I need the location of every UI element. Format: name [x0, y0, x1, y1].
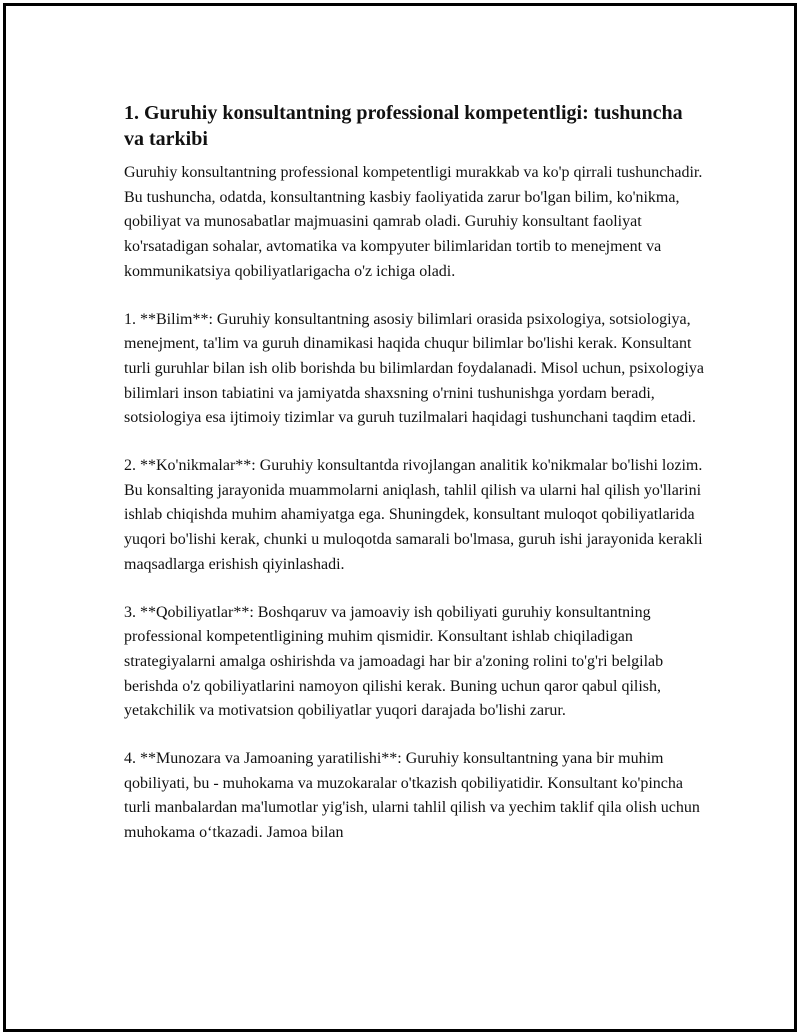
paragraph-bilim: 1. **Bilim**: Guruhiy konsultantning asosiy bilimlari orasida psixologiya, sotsiologiya, menejment, ta'lim va guruh dinamikasi haqida chuqur bilimlar bo'lishi kerak. Konsultant turli guruhlar bilan ish olib borishda bu bilimlardan foydalanadi. Misol uchun, psixologiya bilimlari inson tabiatini va jamiyatda shaxsning o'rnini tushunishga yordam beradi, sotsiologiya esa ijtimoiy tizimlar va guruh tuzilmalari haqidagi tushunchani taqdim etadi.: [124, 310, 704, 427]
paragraph-konikmalar: 2. **Ko'nikmalar**: Guruhiy konsultantda rivojlangan analitik ko'nikmalar bo'lishi lozim. Bu konsalting jarayonida muammolarni aniqlash, tahlil qilish va ularni hal qilish yo'llarini ishlab chiqishda muhim ahamiyatga ega. Shuningdek, konsultant muloqot qobiliyatlarida yuqori bo'lishi kerak, chunki u muloqotda samarali bo'lmasa, guruh ishi jarayonida kerakli maqsadlarga erishish qiyinlashadi.: [124, 457, 703, 573]
paragraph-qobiliyatlar: 3. **Qobiliyatlar**: Boshqaruv va jamoaviy ish qobiliyati guruhiy konsultantning professional kompetentligining muhim qismidir. Konsultant ishlab chiqiladigan strategiyalarni amalga oshirishda va jamoadagi har bir a'zoning rolini to'g'ri belgilab berishda o'z qobiliyatlarini namoyon qilishi kerak. Buning uchun qaror qabul qilish, yetakchilik va motivatsion qobiliyatlar yuqori darajada bo'lishi zarur.: [124, 603, 664, 720]
document-body: [124, 100, 704, 846]
section-heading: 1. Guruhiy konsultantning professional kompetentligi: tushuncha va tarkibi: [124, 102, 683, 150]
paragraph-munozara: 4. **Munozara va Jamoaning yaratilishi**: Guruhiy konsultantning yana bir muhim qobiliyati, bu - muhokama va muzokaralar o'tkazish qobiliyatidir. Konsultant ko'pincha turli manbalardan ma'lumotlar yig'ish, ularni tahlil qilish va yechim taklif qila olish uchun muhokama o‘tkazadi. Jamoa bilan: [124, 750, 700, 842]
intro-paragraph: Guruhiy konsultantning professional kompetentligi murakkab va ko'p qirrali tushunchadir. Bu tushuncha, odatda, konsultantning kasbiy faoliyatida zarur bo'lgan bilim, ko'nikma, qobiliyat va munosabatlar majmuasini qamrab oladi. Guruhiy konsultant faoliyat ko'rsatadigan sohalar, avtomatika va kompyuter bilimlaridan tortib to menejment va kommunikatsiya qobiliyatlarigacha o'z ichiga oladi.: [124, 164, 703, 280]
page-frame: [3, 3, 797, 1032]
